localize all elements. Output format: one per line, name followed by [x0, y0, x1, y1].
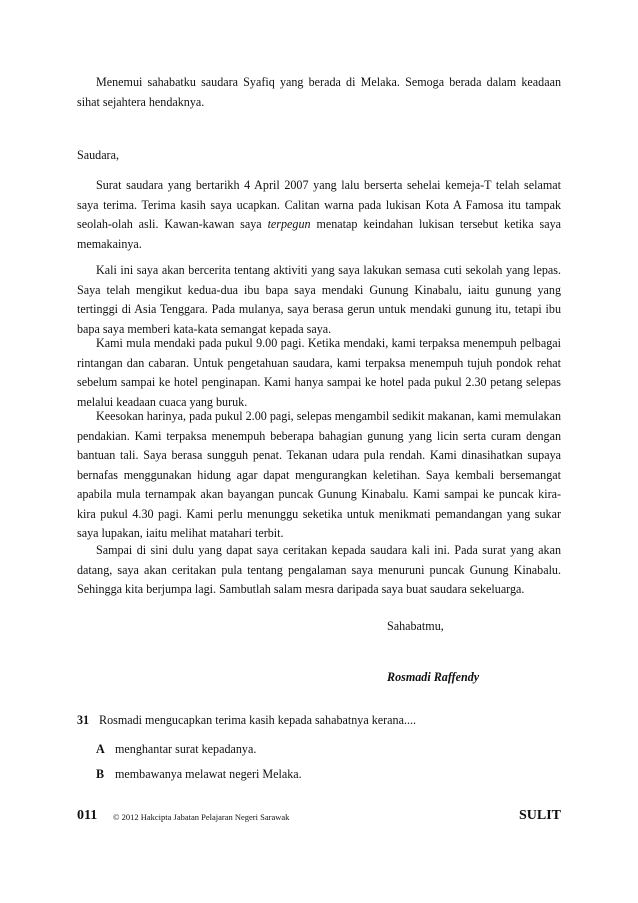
answer-option-a[interactable]: [96, 740, 256, 760]
question-text: Rosmadi mengucapkan terima kasih kepada sahabatnya kerana....: [99, 713, 417, 727]
answer-option-b[interactable]: [96, 765, 302, 785]
classification-label: SULIT: [518, 808, 561, 823]
letter-signature: Rosmadi Raffendy: [387, 670, 480, 684]
letter-closing: Sahabatmu,: [387, 619, 444, 633]
letter-paragraph-4: Keesokan harinya, pada pukul 2.00 pagi, selepas mengambil sedikit makanan, kami memulakan pendakian. Kami terpaksa menempuh beberapa bahagian gunung yang licin serta curam dengan bantuan tali. Saya berasa sungguh penat. Tekanan udara pula rendah. Kami dinasihatkan supaya bernafas menggunakan hidung agar dapat mengurangkan keletihan. Saya kembali bersemangat apabila mula ternampak akan bayangan puncak Gunung Kinabalu. Kami sampai ke puncak kira-kira pukul 4.30 pagi. Kami perlu menunggu seketika untuk menikmati pemandangan yang sukar saya lupakan, iaitu melihat matahari terbit.: [77, 409, 561, 540]
question-31: [77, 711, 561, 731]
copyright-notice: © 2012 Hakcipta Jabatan Pelajaran Negeri Sarawak: [113, 812, 290, 822]
letter-paragraph-3: Kami mula mendaki pada pukul 9.00 pagi. Ketika mendaki, kami terpaksa menempuh pelbagai rintangan dan cabaran. Untuk pengetahuan saudara, kami terpaksa menempuh tujuh pondok rehat sebelum sampai ke hotel penginapan. Kami hanya sampai ke hotel pada pukul 2.30 petang selepas melalui keadaan cuaca yang buruk.: [77, 336, 561, 409]
emphasized-word: terpegun: [267, 217, 311, 231]
option-text: menghantar surat kepadanya.: [115, 742, 257, 756]
question-number: 31: [77, 713, 90, 727]
option-letter: B: [96, 767, 105, 781]
paragraph-1-text-start: Surat saudara yang bertarikh 4 April 2007 yang lalu berserta sehelai kemeja-T telah selamat saya terima. Terima kasih saya ucapkan. Calitan warna pada lukisan Kota A Famosa itu tampak seolah-olah asli. Kawan-kawan saya: [77, 178, 561, 231]
letter-paragraph-1: [77, 176, 561, 254]
option-letter: A: [96, 742, 105, 756]
letter-salutation: Saudara,: [77, 148, 119, 162]
paragraph-1-text-end: menatap keindahan lukisan tersebut ketika saya memakainya.: [77, 217, 561, 251]
paper-code: 011: [77, 808, 98, 823]
option-text: membawanya melawat negeri Melaka.: [115, 767, 302, 781]
letter-opening: Menemui sahabatku saudara Syafiq yang berada di Melaka. Semoga berada dalam keadaan sihat sejahtera hendaknya.: [77, 75, 561, 109]
letter-paragraph-2: Kali ini saya akan bercerita tentang aktiviti yang saya lakukan semasa cuti sekolah yang lepas. Saya telah mengikut kedua-dua ibu bapa saya mendaki Gunung Kinabalu, iaitu gunung yang tertinggi di Asia Tenggara. Pada mulanya, saya berasa gerun untuk mendaki gunung itu, tetapi ibu bapa saya memberi kata-kata semangat kepada saya.: [77, 263, 561, 336]
letter-paragraph-5: Sampai di sini dulu yang dapat saya ceritakan kepada saudara kali ini. Pada surat yang akan datang, saya akan ceritakan pula tentang pengalaman saya menuruni puncak Gunung Kinabalu. Sehingga kita berjumpa lagi. Sambutlah salam mesra daripada saya buat saudara sekeluarga.: [77, 543, 561, 596]
